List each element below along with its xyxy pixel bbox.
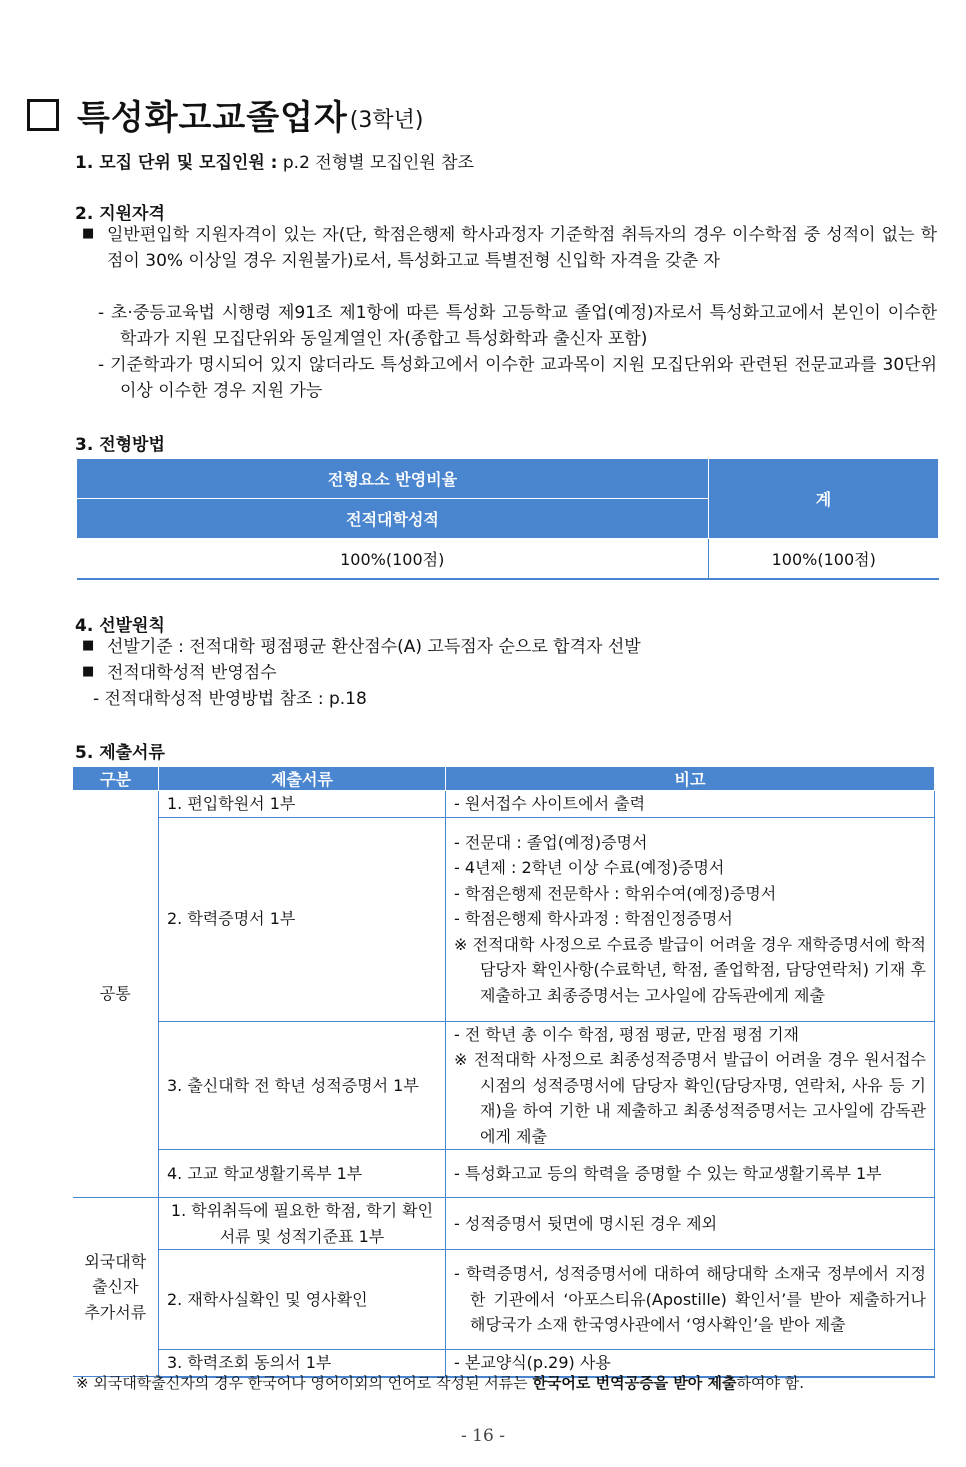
- note-cell: - 성적증명서 뒷면에 명시된 경우 제외: [446, 1198, 935, 1250]
- table-header: 전적대학성적: [77, 499, 709, 539]
- note-cell: - 원서접수 사이트에서 출력: [446, 791, 935, 818]
- section-2-heading: 2. 지원자격: [75, 204, 165, 224]
- title-main: 특성화고교졸업자: [77, 98, 348, 138]
- square-bullet-icon: ■: [82, 638, 95, 653]
- doc-cell: 1. 편입학원서 1부: [159, 791, 446, 818]
- section-4-heading: 4. 선발원칙: [75, 616, 165, 636]
- checkbox-square-icon: [27, 99, 59, 131]
- doc-cell: 3. 학력조회 동의서 1부: [159, 1350, 446, 1377]
- section-5-heading: 5. 제출서류: [75, 743, 165, 763]
- page-number: - 16 -: [461, 1426, 505, 1446]
- section-1-text: p.2 전형별 모집인원 참조: [277, 153, 474, 173]
- section-2-dash-2: - 기준학과가 명시되어 있지 않더라도 특성화고에서 이수한 교과목이 지원 모집단위와 관련된 전문교과를 30단위 이상 이수한 경우 지원 가능: [98, 355, 937, 401]
- table-header: 구분: [73, 767, 159, 791]
- doc-cell: 3. 출신대학 전 학년 성적증명서 1부: [159, 1021, 446, 1150]
- table-cell: 100%(100점): [709, 539, 939, 579]
- selection-method-table: [76, 458, 939, 580]
- page-title: [27, 90, 423, 139]
- section-4-bullet-2: 전적대학성적 반영점수: [107, 663, 277, 683]
- doc-cell: 2. 학력증명서 1부: [159, 817, 446, 1021]
- table-row: [73, 1150, 935, 1198]
- note-cell: - 학력증명서, 성적증명서에 대하여 해당대학 소재국 정부에서 지정한 기관에서 ‘아포스티유(Apostille) 확인서’를 받아 제출하거나 해당국가 소재 한국영사관에서 ‘영사확인’을 받아 제출: [446, 1250, 935, 1350]
- doc-cell: 2. 재학사실확인 및 영사확인: [159, 1250, 446, 1350]
- note-cell: - 전문대 : 졸업(예정)증명서 - 4년제 : 2학년 이상 수료(예정)증명서 - 학점은행제 전문학사 : 학위수여(예정)증명서 - 학점은행제 학사과정 : 학점인정증명서 ※ 전적대학 사정으로 수료증 발급이 어려울 경우 재학증명서에 학적담당자 확인사항(수료학년, 학점, 졸업학점, 담당연락처) 기재 후 제출하고 최종증명서는 고사일에 감독관에게 제출: [446, 817, 935, 1021]
- category-cell: 외국대학 출신자 추가서류: [73, 1198, 159, 1377]
- footnote: ※ 외국대학출신자의 경우 한국어나 영어이외의 언어로 작성된 서류는 한국어로 번역공증을 받아 제출하여야 함.: [76, 1374, 804, 1392]
- table-header: 제출서류: [159, 767, 446, 791]
- section-2-bullet: 일반편입학 지원자격이 있는 자(단, 학점은행제 학사과정자 기준학점 취득자의 경우 이수학점 중 성적이 없는 학점이 30% 이상일 경우 지원불가)로서, 특성화고교 특별전형 신입학 자격을 갖춘 자: [107, 225, 937, 271]
- table-header: 계: [709, 459, 939, 539]
- table-row: [73, 817, 935, 1021]
- category-cell: 공통: [73, 791, 159, 1198]
- square-bullet-icon: ■: [82, 226, 95, 241]
- table-header: 전형요소 반영비율: [77, 459, 709, 499]
- title-sub: (3학년): [349, 108, 424, 133]
- section-4-bullet-1: 선발기준 : 전적대학 평점평균 환산점수(A) 고득점자 순으로 합격자 선발: [107, 637, 641, 657]
- section-4-dash-1: - 전적대학성적 반영방법 참조 : p.18: [93, 689, 367, 709]
- table-row: [73, 1250, 935, 1350]
- documents-table: [72, 766, 935, 1378]
- table-row: [73, 791, 935, 818]
- section-1: [75, 148, 474, 173]
- section-3-heading: 3. 전형방법: [75, 435, 165, 455]
- note-cell: - 전 학년 총 이수 학점, 평점 평균, 만점 평점 기재 ※ 전적대학 사정으로 최종성적증명서 발급이 어려울 경우 원서접수 시점의 성적증명서에 담당자 확인(담당자명, 연락처, 사유 등 기재)을 하여 기한 내 제출하고 최종성적증명서는 고사일에 감독관에게 제출: [446, 1021, 935, 1150]
- note-cell: - 특성화고교 등의 학력을 증명할 수 있는 학교생활기록부 1부: [446, 1150, 935, 1198]
- table-header: 비고: [446, 767, 935, 791]
- table-cell: 100%(100점): [77, 539, 709, 579]
- doc-cell: 1. 학위취득에 필요한 학점, 학기 확인서류 및 성적기준표 1부: [159, 1198, 446, 1250]
- table-row: [73, 1021, 935, 1150]
- square-bullet-icon: ■: [82, 664, 95, 679]
- table-row: [73, 1198, 935, 1250]
- note-cell: - 본교양식(p.29) 사용: [446, 1350, 935, 1377]
- doc-cell: 4. 고교 학교생활기록부 1부: [159, 1150, 446, 1198]
- section-2-dash-1: - 초·중등교육법 시행령 제91조 제1항에 따른 특성화 고등학교 졸업(예정)자로서 특성화고교에서 본인이 이수한 학과가 지원 모집단위와 동일계열인 자(종합고 특성화학과 출신자 포함): [98, 303, 937, 349]
- section-1-heading: 1. 모집 단위 및 모집인원 :: [75, 153, 278, 173]
